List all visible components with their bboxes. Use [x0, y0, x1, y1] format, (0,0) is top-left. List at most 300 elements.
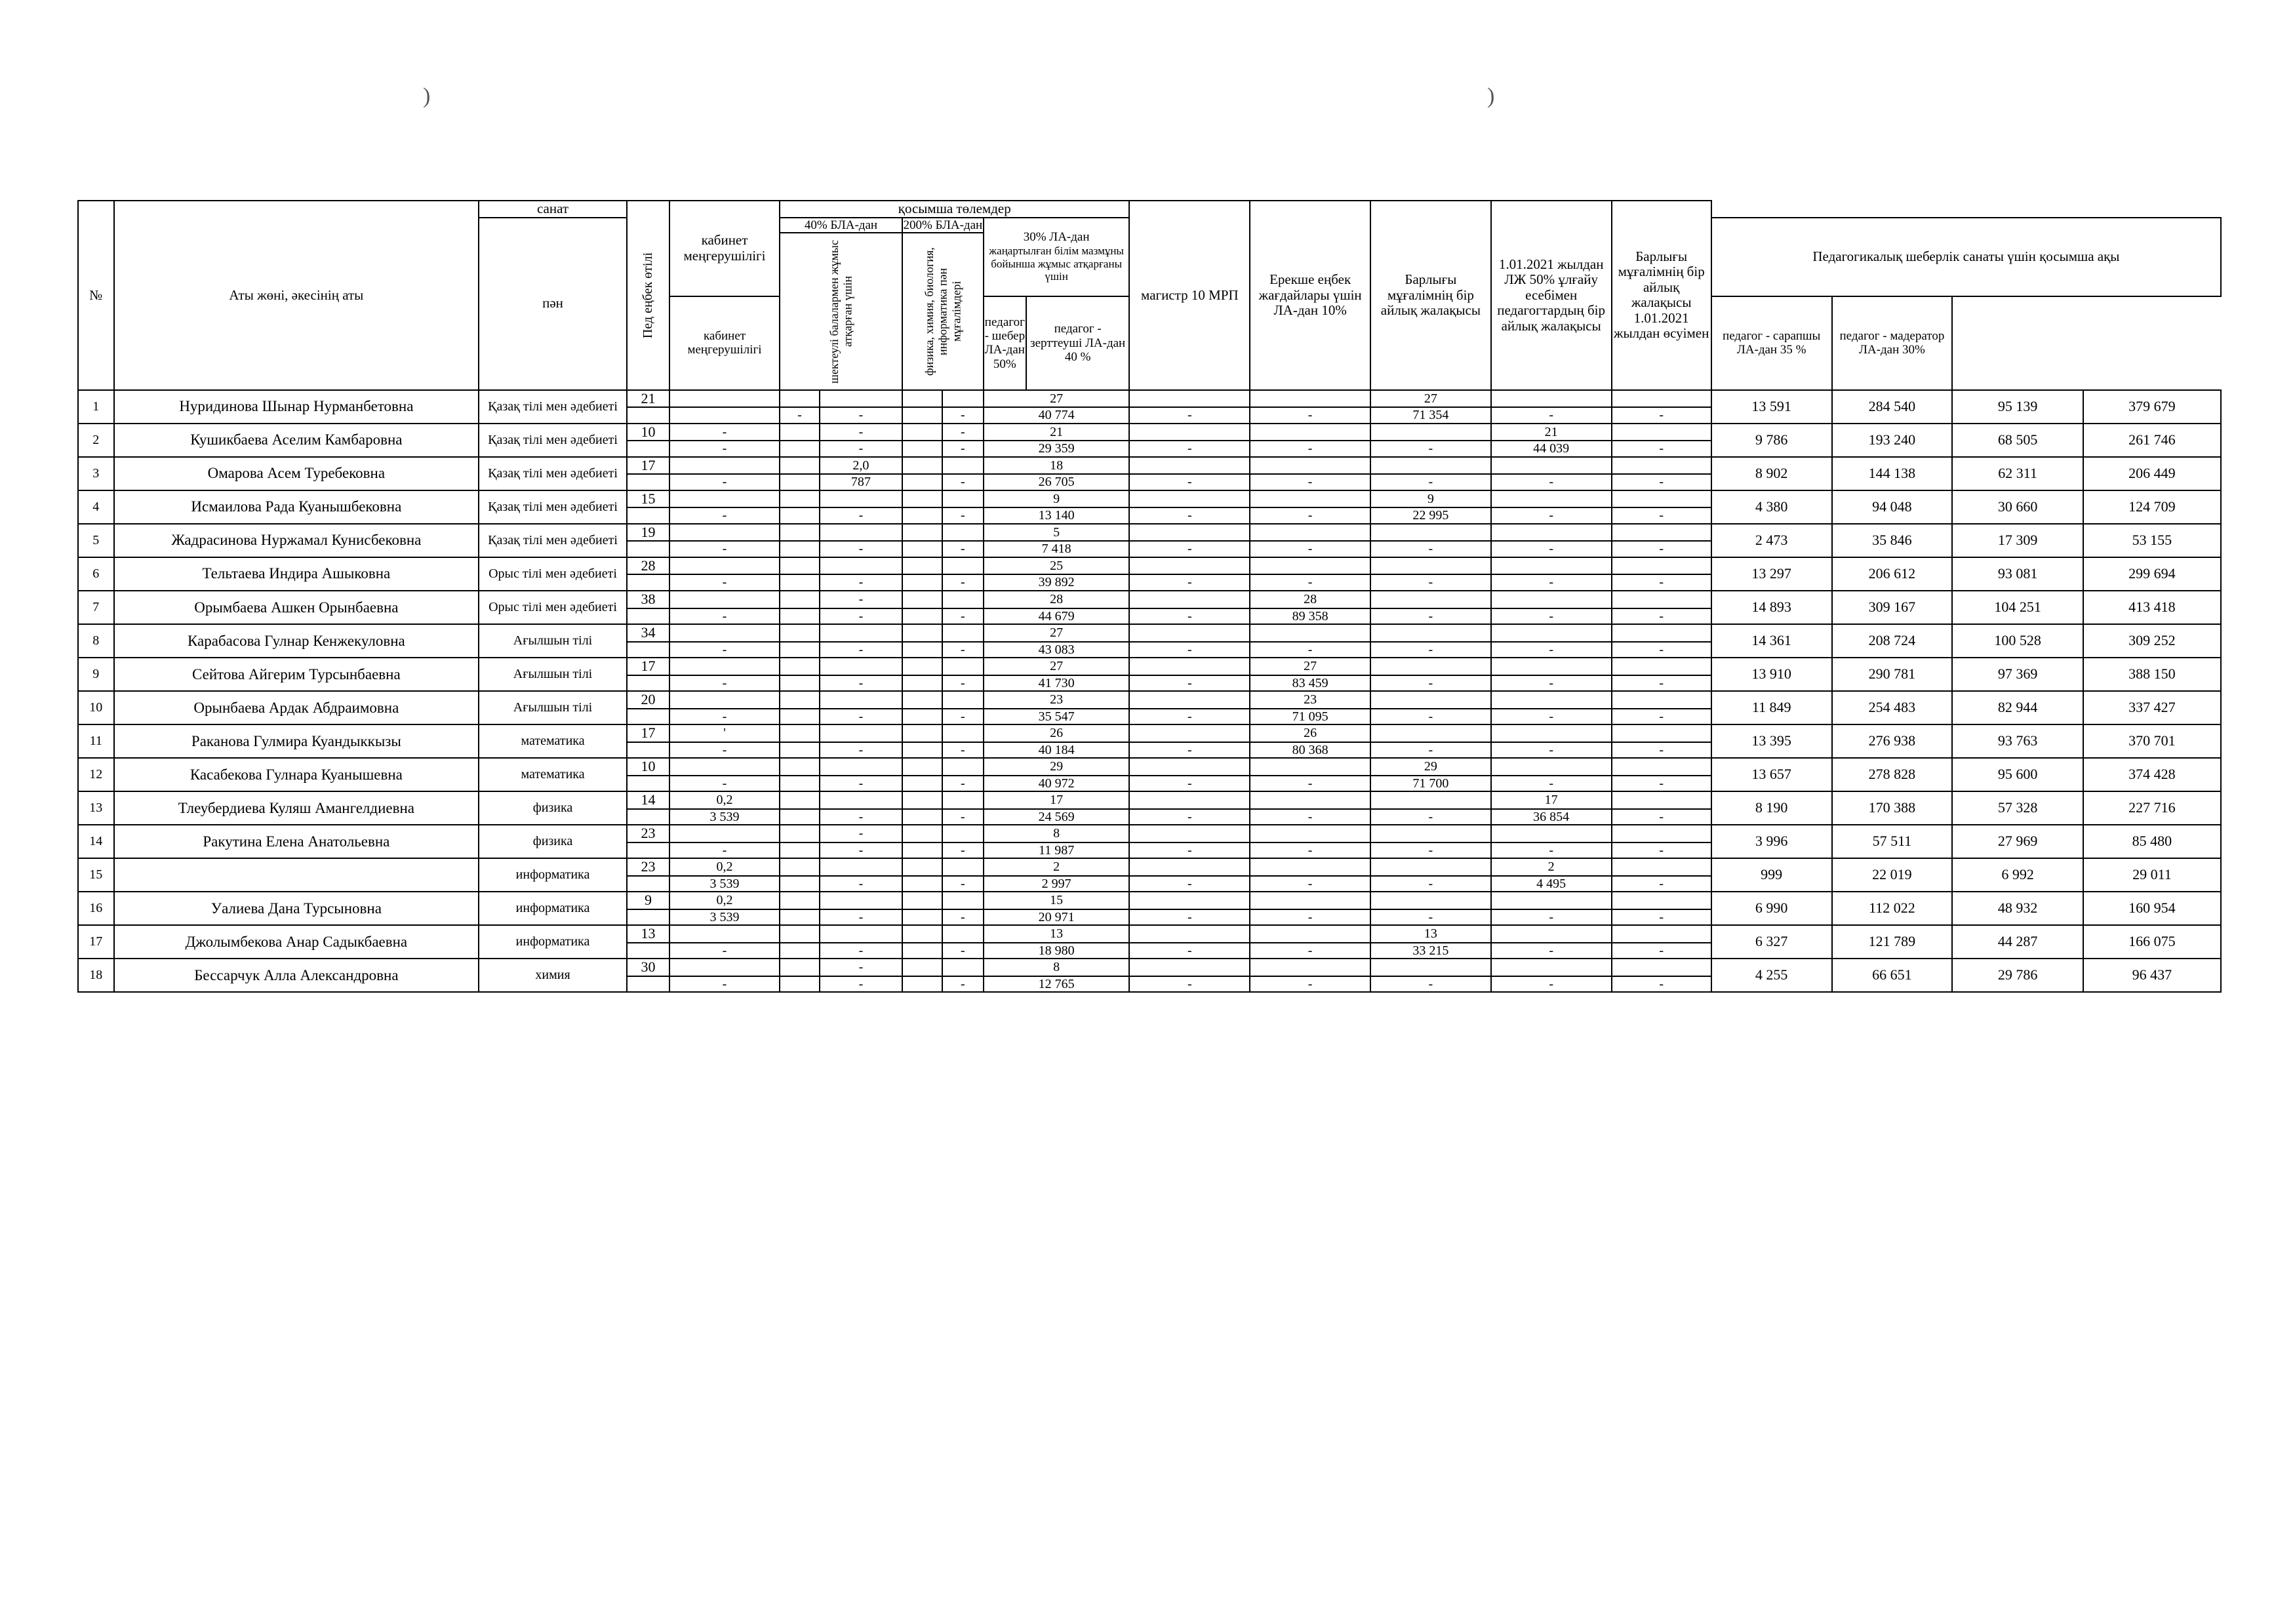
cell-experience: 23	[627, 858, 669, 876]
cell-lzh: 95 600	[1952, 758, 2083, 791]
cell-b40a-bot	[780, 675, 820, 691]
cell-erekshe: 13 910	[1711, 658, 1832, 691]
cell-b30-bot: 11 987	[984, 842, 1130, 858]
table-row	[78, 691, 2221, 709]
cell-sarap-top	[1370, 825, 1491, 842]
cell-b200-bot	[902, 943, 942, 959]
cell-sheber-top	[1129, 825, 1250, 842]
cell-sarap-top	[1370, 591, 1491, 608]
cell-experience-sum	[627, 842, 669, 858]
cell-erekshe: 8 902	[1711, 457, 1832, 490]
cell-experience: 23	[627, 825, 669, 842]
cell-zert-top: 23	[1250, 691, 1370, 709]
cell-sheber-top	[1129, 390, 1250, 408]
cell-erekshe: 8 190	[1711, 791, 1832, 825]
cell-b200-bot	[902, 675, 942, 691]
cell-b40a-top	[780, 959, 820, 976]
col-header-b40-sub-label: шектеулі балалармен жұмыс атқарған үшін	[827, 239, 854, 384]
cell-sheber-bot: -	[1129, 842, 1250, 858]
cell-magistr-bot: -	[1612, 876, 1711, 892]
cell-lzh: 104 251	[1952, 591, 2083, 624]
cell-erekshe: 4 255	[1711, 959, 1832, 992]
cell-lzh: 29 786	[1952, 959, 2083, 992]
cell-cabinet-bot: -	[669, 608, 780, 624]
cell-b40a-top	[780, 457, 820, 475]
cell-b200-top	[902, 925, 942, 943]
cell-b30-top: 27	[984, 658, 1130, 675]
table-row	[78, 591, 2221, 608]
table-row	[78, 892, 2221, 909]
cell-cabinet-bot: -	[669, 976, 780, 992]
cell-moder-bot: -	[1491, 943, 1612, 959]
cell-sheber-top	[1129, 591, 1250, 608]
cell-magistr-bot: -	[1612, 541, 1711, 557]
col-header-cabinet: кабинет меңгерушілігі	[669, 201, 780, 296]
cell-name: Орынбаева Ардак Абдраимовна	[114, 691, 479, 724]
cell-cabinet-top	[669, 758, 780, 776]
cell-name: Исмаилова Рада Куанышбековна	[114, 490, 479, 524]
cell-b40b-top: -	[820, 424, 902, 441]
table-row	[78, 557, 2221, 575]
cell-b30-top: 15	[984, 892, 1130, 909]
cell-total: 388 150	[2083, 658, 2221, 691]
cell-zert-top	[1250, 758, 1370, 776]
cell-cabinet-bot: -	[669, 842, 780, 858]
cell-no: 6	[78, 557, 114, 591]
cell-experience-sum	[627, 608, 669, 624]
cell-erekshe: 11 849	[1711, 691, 1832, 724]
cell-sheber-top	[1129, 925, 1250, 943]
cell-b200-top	[902, 658, 942, 675]
cell-b40a-bot	[780, 474, 820, 490]
cell-sarap-bot: -	[1370, 675, 1491, 691]
col-header-barlygy-osim: Барлығы мұғалімнің бір айлық жалақысы 1.01.2021 жылдан өсуімен	[1612, 201, 1711, 390]
cell-experience-sum	[627, 943, 669, 959]
cell-zert-top: 26	[1250, 724, 1370, 742]
cell-moder-bot: -	[1491, 909, 1612, 925]
cell-b40a-bot	[780, 842, 820, 858]
cell-barlygy: 121 789	[1832, 925, 1953, 959]
cell-zert-bot: -	[1250, 876, 1370, 892]
cell-subject: Ағылшын тілі	[479, 691, 627, 724]
cell-experience: 17	[627, 724, 669, 742]
cell-moder-bot: -	[1491, 574, 1612, 590]
cell-cabinet-bot: -	[669, 675, 780, 691]
col-header-experience	[627, 201, 669, 390]
cell-zert-top	[1250, 557, 1370, 575]
cell-cabinet-bot: -	[669, 441, 780, 456]
cell-sheber-bot: -	[1129, 776, 1250, 791]
cell-binf-bot: -	[942, 842, 984, 858]
table-row	[78, 424, 2221, 441]
cell-barlygy: 276 938	[1832, 724, 1953, 758]
cell-binf-top	[942, 959, 984, 976]
cell-magistr-top	[1612, 691, 1711, 709]
cell-name: Джолымбекова Анар Садыкбаевна	[114, 925, 479, 959]
cell-sarap-top	[1370, 624, 1491, 642]
cell-name: Карабасова Гулнар Кенжекуловна	[114, 624, 479, 658]
cell-b30-top: 18	[984, 457, 1130, 475]
scan-mark-2: )	[1487, 84, 1495, 108]
table-row	[78, 390, 2221, 408]
cell-b200-top	[902, 557, 942, 575]
cell-b40a-top	[780, 557, 820, 575]
cell-b40b-top	[820, 658, 902, 675]
cell-b40b-bot: -	[820, 776, 902, 791]
cell-sarap-bot: -	[1370, 976, 1491, 992]
cell-sheber-bot: -	[1129, 574, 1250, 590]
cell-zert-bot: -	[1250, 574, 1370, 590]
cell-sheber-top	[1129, 959, 1250, 976]
cell-name: Раканова Гулмира Куандыккызы	[114, 724, 479, 758]
cell-binf-bot: -	[942, 441, 984, 456]
cell-moder-bot: -	[1491, 608, 1612, 624]
cell-b30-bot: 40 774	[984, 407, 1130, 423]
table-row	[78, 624, 2221, 642]
cell-b200-top	[902, 724, 942, 742]
cell-zert-top	[1250, 959, 1370, 976]
cell-b30-bot: 2 997	[984, 876, 1130, 892]
cell-magistr-top	[1612, 424, 1711, 441]
cell-b40a-bot	[780, 507, 820, 523]
cell-moder-top	[1491, 758, 1612, 776]
col-header-magistr: магистр 10 МРП	[1129, 201, 1250, 390]
cell-b200-top	[902, 424, 942, 441]
cell-b40b-top	[820, 524, 902, 542]
cell-name: Кушикбаева Аселим Камбаровна	[114, 424, 479, 457]
cell-subject: математика	[479, 758, 627, 791]
cell-zert-top	[1250, 457, 1370, 475]
cell-sheber-top	[1129, 858, 1250, 876]
cell-no: 5	[78, 524, 114, 557]
cell-b200-top	[902, 624, 942, 642]
cell-magistr-top	[1612, 524, 1711, 542]
cell-b30-top: 8	[984, 825, 1130, 842]
cell-sheber-top	[1129, 758, 1250, 776]
cell-b200-top	[902, 490, 942, 508]
cell-moder-bot: 36 854	[1491, 809, 1612, 825]
cell-subject: Қазақ тілі мен әдебиеті	[479, 390, 627, 424]
cell-binf-bot: -	[942, 943, 984, 959]
cell-b30-bot: 29 359	[984, 441, 1130, 456]
col-header-pedmaster: Педагогикалық шеберлік санаты үшін қосымша ақы	[1711, 218, 2221, 296]
col-header-ped-sarapshy: педагог - сарапшы ЛА-дан 35 %	[1711, 296, 1832, 390]
cell-cabinet-bot: 3 539	[669, 809, 780, 825]
cell-cabinet-top: 0,2	[669, 858, 780, 876]
cell-sarap-top	[1370, 658, 1491, 675]
cell-sarap-bot: -	[1370, 842, 1491, 858]
cell-lzh: 62 311	[1952, 457, 2083, 490]
cell-no: 8	[78, 624, 114, 658]
cell-total: 261 746	[2083, 424, 2221, 457]
cell-binf-top: -	[942, 424, 984, 441]
cell-cabinet-top	[669, 591, 780, 608]
cell-lzh: 6 992	[1952, 858, 2083, 892]
cell-subject: Ағылшын тілі	[479, 624, 627, 658]
cell-sheber-bot: -	[1129, 709, 1250, 724]
cell-total: 206 449	[2083, 457, 2221, 490]
cell-experience: 28	[627, 557, 669, 575]
cell-moder-bot: -	[1491, 709, 1612, 724]
cell-total: 166 075	[2083, 925, 2221, 959]
cell-magistr-bot: -	[1612, 441, 1711, 456]
cell-sarap-top	[1370, 724, 1491, 742]
cell-b30-bot: 7 418	[984, 541, 1130, 557]
cell-zert-bot: 89 358	[1250, 608, 1370, 624]
cell-cabinet-top	[669, 457, 780, 475]
cell-sarap-top	[1370, 524, 1491, 542]
cell-experience: 17	[627, 457, 669, 475]
cell-binf-bot: -	[942, 709, 984, 724]
cell-b40b-top	[820, 758, 902, 776]
cell-b40b-top: -	[820, 825, 902, 842]
cell-no: 10	[78, 691, 114, 724]
cell-sarap-top	[1370, 892, 1491, 909]
cell-binf-top	[942, 892, 984, 909]
cell-b40b-bot: -	[820, 407, 902, 423]
cell-sarap-top	[1370, 457, 1491, 475]
cell-b40b-bot: -	[820, 642, 902, 658]
cell-magistr-top	[1612, 858, 1711, 876]
cell-lzh: 93 763	[1952, 724, 2083, 758]
cell-b40a-bot	[780, 574, 820, 590]
cell-b200-top	[902, 457, 942, 475]
cell-moder-bot: -	[1491, 541, 1612, 557]
cell-total: 53 155	[2083, 524, 2221, 557]
cell-experience-sum	[627, 574, 669, 590]
cell-subject: информатика	[479, 925, 627, 959]
cell-sarap-top: 27	[1370, 390, 1491, 408]
cell-lzh: 95 139	[1952, 390, 2083, 424]
cell-sheber-top	[1129, 658, 1250, 675]
cell-cabinet-top	[669, 557, 780, 575]
cell-b30-bot: 18 980	[984, 943, 1130, 959]
cell-total: 85 480	[2083, 825, 2221, 858]
cell-b30-top: 2	[984, 858, 1130, 876]
cell-b200-bot	[902, 876, 942, 892]
cell-subject: Қазақ тілі мен әдебиеті	[479, 524, 627, 557]
cell-magistr-bot: -	[1612, 776, 1711, 791]
cell-barlygy: 206 612	[1832, 557, 1953, 591]
cell-b200-bot	[902, 742, 942, 758]
cell-moder-top	[1491, 892, 1612, 909]
cell-b40a-top	[780, 925, 820, 943]
cell-b40b-bot: -	[820, 441, 902, 456]
cell-name: Нуридинова Шынар Нурманбетовна	[114, 390, 479, 424]
cell-cabinet-top	[669, 658, 780, 675]
cell-no: 4	[78, 490, 114, 524]
cell-magistr-top	[1612, 825, 1711, 842]
cell-cabinet-bot: -	[669, 709, 780, 724]
cell-moder-top	[1491, 457, 1612, 475]
cell-experience: 38	[627, 591, 669, 608]
cell-total: 227 716	[2083, 791, 2221, 825]
cell-name: Касабекова Гулнара Куанышевна	[114, 758, 479, 791]
cell-sarap-top	[1370, 959, 1491, 976]
cell-b40b-bot: -	[820, 608, 902, 624]
cell-magistr-top	[1612, 724, 1711, 742]
cell-erekshe: 14 361	[1711, 624, 1832, 658]
table-row	[78, 791, 2221, 809]
cell-b40b-bot: -	[820, 876, 902, 892]
cell-zert-bot: -	[1250, 976, 1370, 992]
cell-b30-top: 5	[984, 524, 1130, 542]
cell-lzh: 48 932	[1952, 892, 2083, 925]
cell-subject: Орыс тілі мен әдебиеті	[479, 591, 627, 624]
cell-b40b-bot: -	[820, 541, 902, 557]
cell-moder-bot: -	[1491, 407, 1612, 423]
cell-sarap-bot: -	[1370, 876, 1491, 892]
cell-subject: информатика	[479, 858, 627, 892]
cell-sheber-top	[1129, 524, 1250, 542]
cell-experience: 19	[627, 524, 669, 542]
cell-b40a-bot	[780, 541, 820, 557]
cell-sheber-bot: -	[1129, 909, 1250, 925]
cell-lzh: 27 969	[1952, 825, 2083, 858]
cell-binf-top	[942, 758, 984, 776]
cell-binf-top	[942, 925, 984, 943]
cell-cabinet-bot: -	[669, 642, 780, 658]
cell-sheber-top	[1129, 624, 1250, 642]
cell-magistr-bot: -	[1612, 943, 1711, 959]
cell-subject: Қазақ тілі мен әдебиеті	[479, 490, 627, 524]
cell-subject: Орыс тілі мен әдебиеті	[479, 557, 627, 591]
cell-name: Бессарчук Алла Александровна	[114, 959, 479, 992]
cell-b200-bot	[902, 709, 942, 724]
cell-sarap-bot: 33 215	[1370, 943, 1491, 959]
cell-b30-top: 27	[984, 390, 1130, 408]
cell-b200-top	[902, 390, 942, 408]
cell-moder-top	[1491, 524, 1612, 542]
cell-b200-bot	[902, 909, 942, 925]
cell-zert-top	[1250, 424, 1370, 441]
cell-sarap-bot: -	[1370, 574, 1491, 590]
cell-binf-bot: -	[942, 675, 984, 691]
cell-moder-bot: -	[1491, 742, 1612, 758]
col-header-b200-sub	[902, 233, 984, 390]
cell-b40b-top: -	[820, 959, 902, 976]
table-row	[78, 925, 2221, 943]
cell-binf-top	[942, 390, 984, 408]
cell-magistr-bot: -	[1612, 642, 1711, 658]
cell-b30-top: 29	[984, 758, 1130, 776]
cell-erekshe: 13 297	[1711, 557, 1832, 591]
table-row	[78, 959, 2221, 976]
col-header-ped-zertteushi: педагог - зерттеуші ЛА-дан 40 %	[1026, 296, 1130, 390]
cell-zert-bot: -	[1250, 842, 1370, 858]
cell-b40b-top	[820, 925, 902, 943]
cell-total: 299 694	[2083, 557, 2221, 591]
cell-b30-bot: 12 765	[984, 976, 1130, 992]
cell-cabinet-top	[669, 390, 780, 408]
cell-b40b-bot: -	[820, 709, 902, 724]
table-row	[78, 758, 2221, 776]
cell-no: 17	[78, 925, 114, 959]
cell-moder-bot: -	[1491, 675, 1612, 691]
cell-zert-top	[1250, 624, 1370, 642]
cell-barlygy: 290 781	[1832, 658, 1953, 691]
col-header-bonus-group: қосымша төлемдер	[780, 201, 1129, 218]
cell-b200-top	[902, 892, 942, 909]
cell-lzh: 17 309	[1952, 524, 2083, 557]
cell-moder-top	[1491, 925, 1612, 943]
cell-zert-top	[1250, 925, 1370, 943]
cell-b40a-top	[780, 825, 820, 842]
cell-b30-top: 26	[984, 724, 1130, 742]
cell-cabinet-bot: -	[669, 574, 780, 590]
cell-b40b-top: -	[820, 591, 902, 608]
cell-zert-bot: -	[1250, 776, 1370, 791]
cell-lzh: 44 287	[1952, 925, 2083, 959]
cell-b40b-top	[820, 724, 902, 742]
cell-barlygy: 66 651	[1832, 959, 1953, 992]
cell-sheber-bot: -	[1129, 407, 1250, 423]
cell-moder-top	[1491, 390, 1612, 408]
cell-b200-bot	[902, 407, 942, 423]
cell-binf-bot: -	[942, 474, 984, 490]
cell-cabinet-top: 0,2	[669, 892, 780, 909]
cell-sarap-bot: -	[1370, 809, 1491, 825]
cell-b40a-top	[780, 624, 820, 642]
cell-magistr-bot: -	[1612, 675, 1711, 691]
cell-experience-sum	[627, 809, 669, 825]
cell-b40a-bot	[780, 709, 820, 724]
cell-b40a-bot	[780, 876, 820, 892]
cell-b30-bot: 13 140	[984, 507, 1130, 523]
cell-b200-bot	[902, 541, 942, 557]
cell-cabinet-bot: -	[669, 507, 780, 523]
cell-b40b-bot: -	[820, 909, 902, 925]
cell-b40a-top	[780, 524, 820, 542]
col-header-category: санат	[479, 201, 627, 218]
cell-experience-sum	[627, 976, 669, 992]
col-header-name: Аты жөні, әкесінің аты	[114, 201, 479, 390]
cell-binf-bot: -	[942, 809, 984, 825]
cell-b40a-bot	[780, 608, 820, 624]
cell-b30-bot: 41 730	[984, 675, 1130, 691]
cell-subject: математика	[479, 724, 627, 758]
cell-b40b-bot: -	[820, 574, 902, 590]
cell-subject: физика	[479, 791, 627, 825]
cell-binf-bot: -	[942, 608, 984, 624]
cell-b40b-top	[820, 390, 902, 408]
cell-experience: 9	[627, 892, 669, 909]
cell-zert-top	[1250, 825, 1370, 842]
cell-name: Сейтова Айгерим Турсынбаевна	[114, 658, 479, 691]
cell-b200-top	[902, 591, 942, 608]
cell-experience: 15	[627, 490, 669, 508]
cell-b40a-top	[780, 424, 820, 441]
col-header-b30-sub: жаңартылған білім мазмұны бойынша жұмыс атқарғаны үшін	[989, 245, 1124, 283]
cell-moder-top	[1491, 724, 1612, 742]
cell-b40a-top	[780, 892, 820, 909]
cell-name: Жадрасинова Нуржамал Кунисбековна	[114, 524, 479, 557]
cell-zert-bot: -	[1250, 642, 1370, 658]
cell-b40a-top	[780, 758, 820, 776]
cell-magistr-bot: -	[1612, 507, 1711, 523]
cell-total: 370 701	[2083, 724, 2221, 758]
cell-no: 11	[78, 724, 114, 758]
cell-experience-sum	[627, 541, 669, 557]
cell-b40b-bot: -	[820, 943, 902, 959]
cell-b40a-top	[780, 858, 820, 876]
cell-barlygy: 35 846	[1832, 524, 1953, 557]
cell-cabinet-bot: -	[669, 776, 780, 791]
cell-no: 2	[78, 424, 114, 457]
cell-zert-top	[1250, 390, 1370, 408]
cell-binf-bot: -	[942, 574, 984, 590]
cell-experience-sum	[627, 675, 669, 691]
